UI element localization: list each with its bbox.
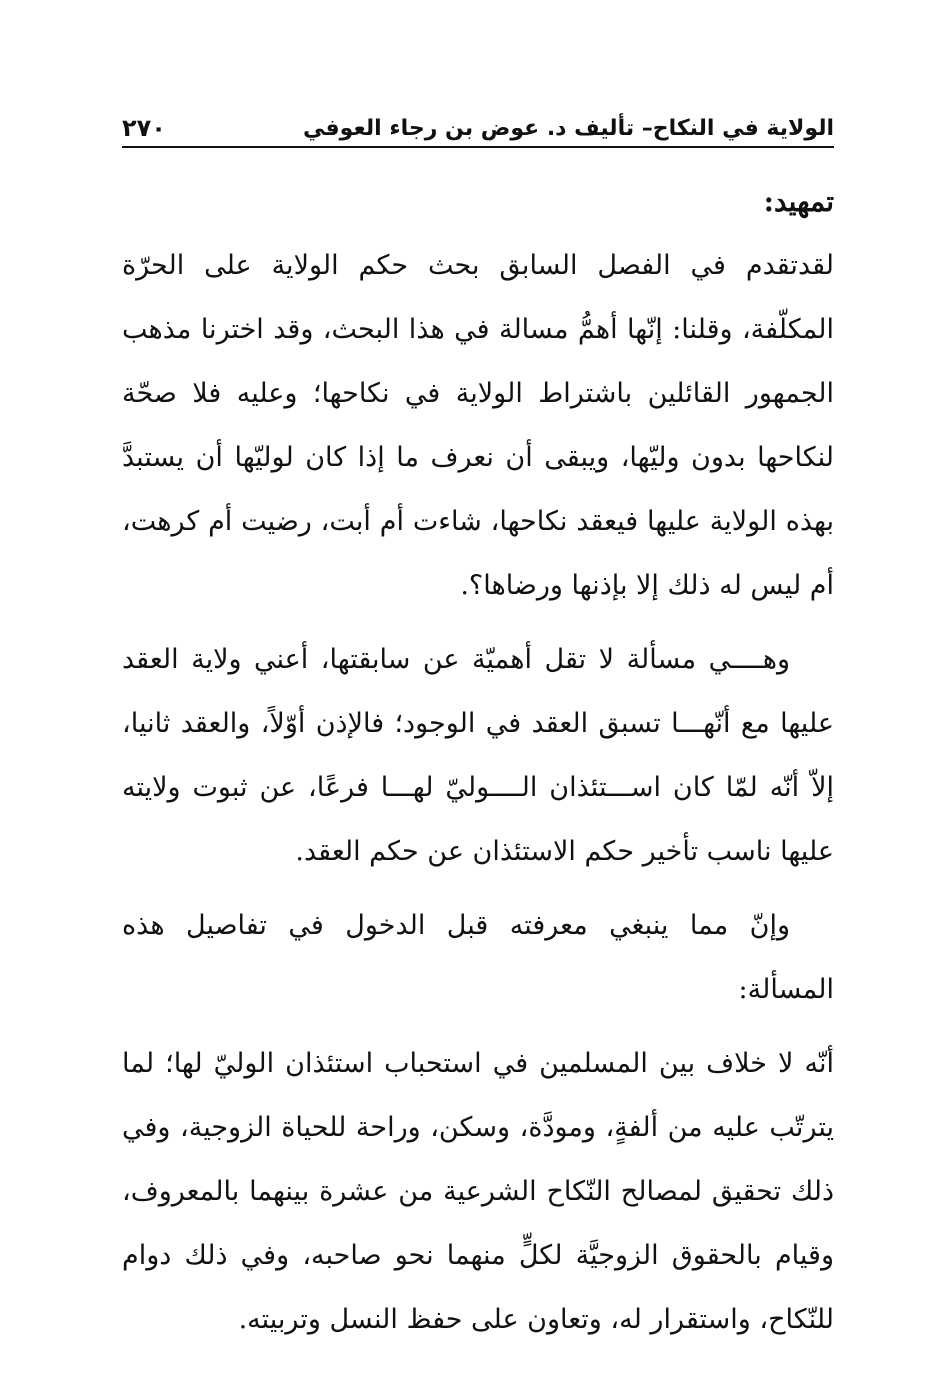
- paragraph-2: وهــــي مسألة لا تقل أهميّة عن سابقتها، أعني ولاية العقد عليها مع أنّهـــا تسبق العقد في الوجود؛ فالإذن أوّلاً، والعقد ثانيا، إلاّ أنّه لمّا كان اســـتئذان الــــوليّ لهـــا فرعًا، عن ثبوت ولايته عليها ناسب تأخير حكم الاستئذان عن حكم العقد.: [122, 644, 834, 867]
- section-heading: تمهيد:: [763, 185, 834, 218]
- book-title-header: الولاية في النكاح– تأليف د. عوض بن رجاء العوفي: [303, 116, 834, 141]
- paragraph-3: وإنّ مما ينبغي معرفته قبل الدخول في تفاصيل هذه المسألة:: [122, 910, 834, 1005]
- running-header: [122, 104, 834, 148]
- paragraph-1: لقدتقدم في الفصل السابق بحث حكم الولاية على الحرّة المكلّفة، وقلنا: إنّها أهمُّ مسالة في هذا البحث، وقد اخترنا مذهب الجمهور القائلين باشتراط الولاية في نكاحها؛ وعليه فلا صحّة لنكاحها بدون وليّها، ويبقى أن نعرف ما إذا كان لوليّها أن يستبدَّ بهذه الولاية عليها فيعقد نكاحها، شاءت أم أبت، رضيت أم كرهت، أم ليس له ذلك إلا بإذنها ورضاها؟.: [122, 250, 834, 601]
- page-number: ٢٧٠: [122, 114, 166, 142]
- page-body: [122, 170, 834, 1352]
- paragraph-4: أنّه لا خلاف بين المسلمين في استحباب استئذان الوليّ لها؛ لما يترتّب عليه من ألفةٍ، ومودَّة، وسكن، وراحة للحياة الزوجية، وفي ذلك تحقيق لمصالح النّكاح الشرعية من عشرة بينهما بالمعروف، وقيام بالحقوق الزوجيَّة لكلٍّ منهما نحو صاحبه، وفي ذلك دوام للنّكاح، واستقرار له، وتعاون على حفظ النسل وتربيته.: [122, 1048, 834, 1335]
